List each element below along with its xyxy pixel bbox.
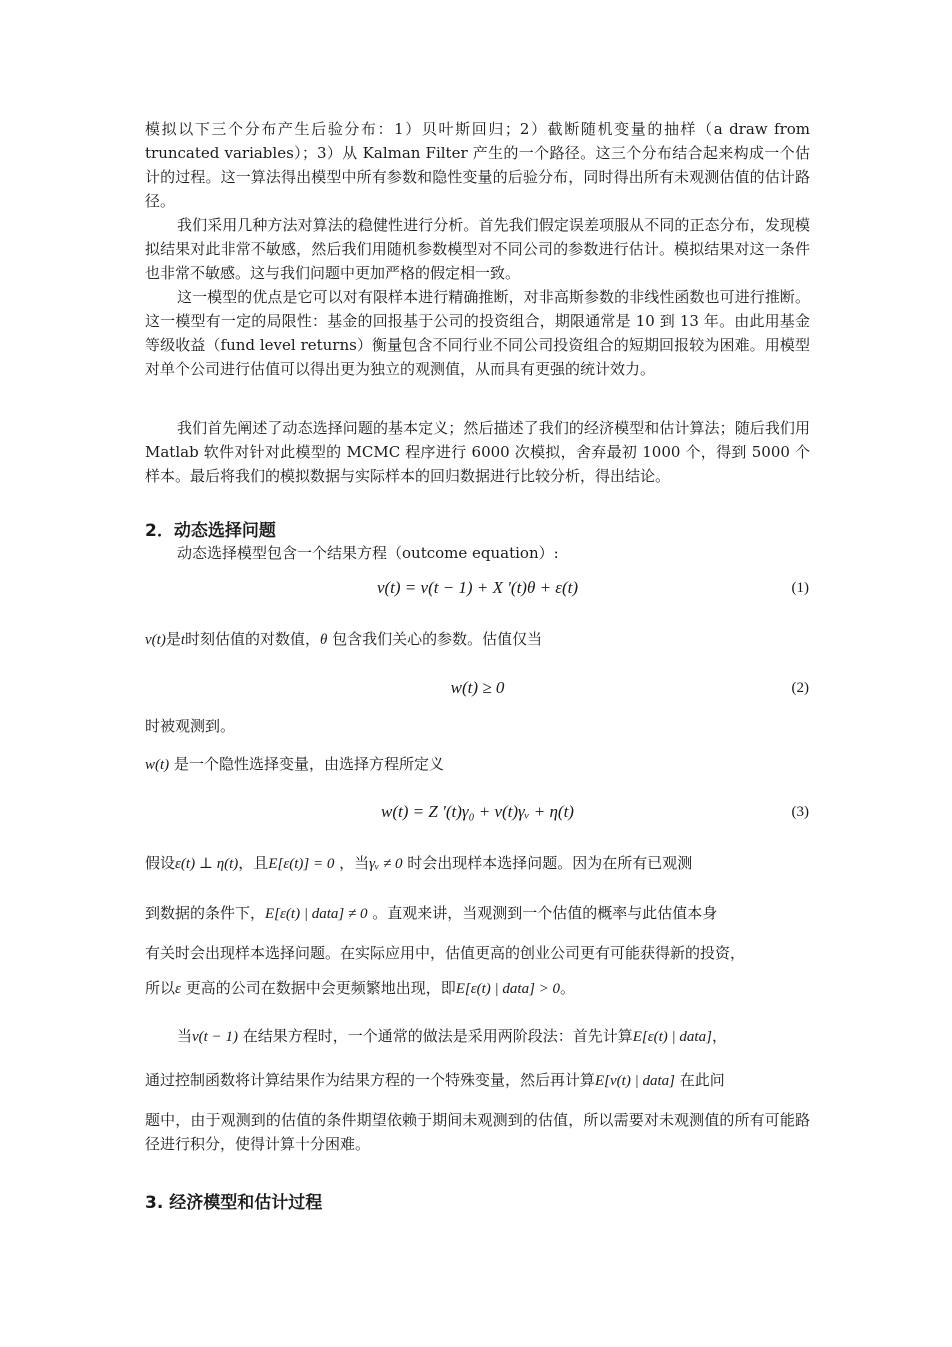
variable-definition-line: v(t)是t时刻估值的对数值，θ 包含我们关心的参数。估值仅当 [145, 630, 543, 648]
math-orthogonal: ε(t) ⊥ η(t) [175, 856, 239, 872]
paragraph-1: 模拟以下三个分布产生后验分布：1）贝叶斯回归；2）截断随机变量的抽样（a draw from truncated variables）；3）从 Kalman Filter 产生的一个路径。这三个分布结合起来构成一个估计的过程。这一算法得出模型中所有参数和隐性变量的后验分布，同时得出所有未观测估值的估计路径。 [145, 120, 810, 210]
math-expectation-positive: E[ε(t) | data] > 0 [455, 981, 561, 997]
paragraph-2: 我们采用几种方法对算法的稳健性进行分析。首先我们假定误差项服从不同的正态分布，发现模拟结果对此非常不敏感，然后我们用随机参数模型对不同公司的参数进行估计。模拟结果对这一条件也非常不敏感。这与我们问题中更加严格的假定相一致。 [145, 216, 810, 282]
equation-1-number: (1) [791, 580, 809, 596]
two-stage-line: 当v(t − 1) 在结果方程时，一个通常的做法是采用两阶段法：首先计算E[ε(t) | data]， [177, 1027, 727, 1045]
math-conditional-expectation: E[ε(t) | data] ≠ 0 [265, 906, 368, 922]
math-theta: θ [320, 632, 328, 648]
assumption-line-1: 假设ε(t) ⊥ η(t)，且E[ε(t)] = 0 ，当γᵥ ≠ 0 时会出现样本选择问题。因为在所有已观测 [145, 854, 693, 872]
math-expectation-zero: E[ε(t)] = 0 [268, 856, 335, 872]
integration-paragraph: 题中，由于观测到的估值的条件期望依赖于期间未观测到的估值，所以需要对未观测值的所有可能路径进行积分，使得计算十分困难。 [145, 1111, 810, 1153]
math-expectation-epsilon-data: E[ε(t) | data] [632, 1029, 712, 1045]
section-3-heading: 3. 经济模型和估计过程 [145, 1193, 323, 1213]
math-v-t-minus-1: v(t − 1) [192, 1029, 238, 1045]
control-function-line: 通过控制函数将计算结果作为结果方程的一个特殊变量，然后再计算E[v(t) | data] 在此问 [145, 1071, 725, 1089]
paragraph-4: 我们首先阐述了动态选择问题的基本定义；然后描述了我们的经济模型和估计算法；随后我们用 Matlab 软件对针对此模型的 MCMC 程序进行 6000 次模拟，舍弃最初 1000 个，得到 5000 个样本。最后将我们的模拟数据与实际样本的回归数据进行比较分析，得出结论。 [145, 419, 810, 485]
section-2-heading: 2．动态选择问题 [145, 521, 276, 541]
paragraph-3: 这一模型的优点是它可以对有限样本进行精确推断，对非高斯参数的非线性函数也可进行推断。这一模型有一定的局限性：基金的回报基于公司的投资组合，期限通常是 10 到 13 年。由此用基金等级收益（fund level returns）衡量包含不同行业不同公司投资组合的短期回报较为困难。用模型对单个公司进行估值可以得出更为独立的观测值，从而具有更强的统计效力。 [145, 288, 810, 378]
math-gamma-v: γᵥ ≠ 0 [369, 856, 403, 872]
equation-2: w(t) ≥ 0 [450, 678, 505, 697]
math-expectation-v-data: E[v(t) | data] [595, 1073, 675, 1089]
latent-variable-line: w(t) 是一个隐性选择变量，由选择方程所定义 [145, 755, 444, 773]
math-epsilon: ε [175, 981, 181, 997]
math-v-t: v(t) [145, 632, 166, 648]
assumption-line-2: 到数据的条件下，E[ε(t) | data] ≠ 0 。直观来讲，当观测到一个估值的概率与此估值本身 [145, 904, 718, 922]
equation-1: v(t) = v(t − 1) + X ′(t)θ + ε(t) [376, 578, 579, 597]
assumption-line-4: 所以ε 更高的公司在数据中会更频繁地出现，即E[ε(t) | data] > 0。 [145, 979, 576, 997]
equation-2-number: (2) [791, 680, 809, 696]
math-w-t: w(t) [145, 757, 170, 773]
equation-3: w(t) = Z ′(t)γ₀ + v(t)γᵥ + η(t) [381, 802, 574, 821]
observed-line: 时被观测到。 [145, 717, 236, 735]
math-t: t [180, 632, 186, 648]
section-2-intro: 动态选择模型包含一个结果方程（outcome equation）: [177, 544, 559, 562]
equation-3-number: (3) [791, 804, 809, 820]
assumption-line-3: 有关时会出现样本选择问题。在实际应用中，估值更高的创业公司更有可能获得新的投资， [145, 944, 746, 962]
